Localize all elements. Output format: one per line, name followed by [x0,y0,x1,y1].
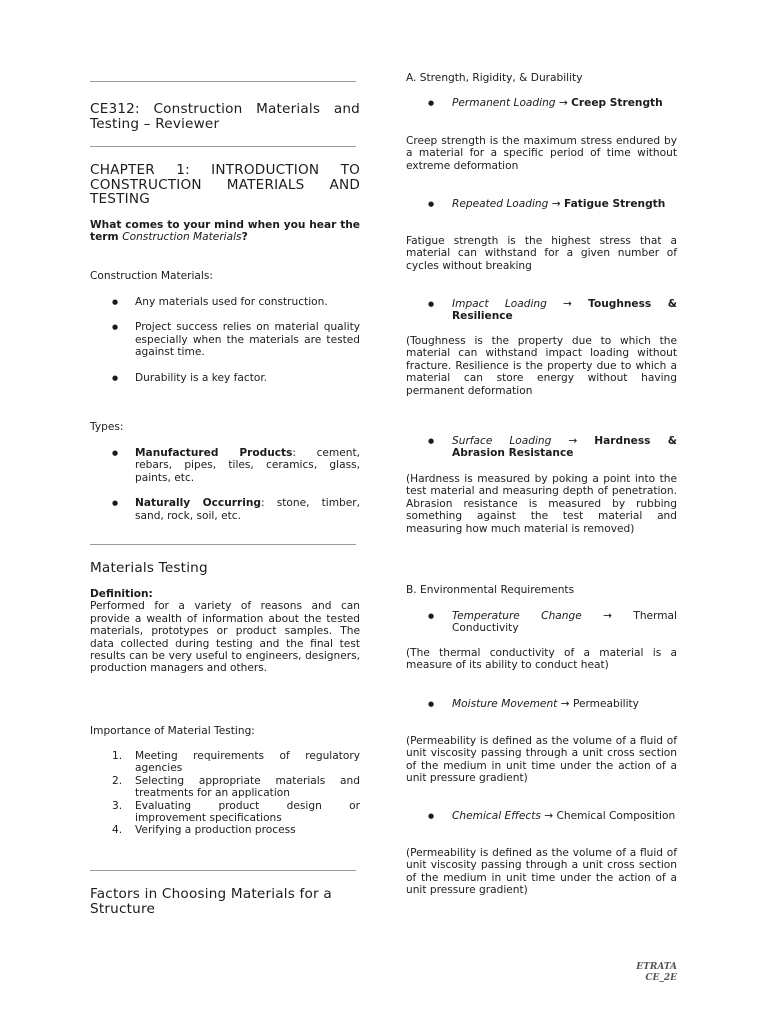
divider [90,146,356,147]
list-item: 4. Verifying a production process [112,824,296,837]
type-label: Manufactured Products [135,447,293,459]
description: Fatigue strength is the highest stress that a material can withstand for a given number of cycles without breaking [406,235,677,272]
loading-type: Permanent Loading [452,97,556,109]
arrow: → [557,698,573,710]
description: (Toughness is the property due to which the material can withstand impact loading without fracture. Resilience is the property due to which a material can store energy without having permanent deformation [406,335,677,397]
divider [90,81,356,82]
item-number: 2. [112,774,123,787]
importance-heading: Importance of Material Testing: [90,725,255,737]
chapter-heading: CHAPTER 1: INTRODUCTION TO CONSTRUCTION MATERIALS AND TESTING [90,162,360,208]
list-item [406,97,677,109]
list-item [406,198,677,210]
list-item [90,447,360,484]
type-text: : cement, rebars, pipes, tiles, ceramics, glass, paints, etc. [135,447,360,484]
description: (Permeability is defined as the volume of a fluid of unit viscosity passing through a unit cross section of the medium in unit time under the action of a unit pressure gradient) [406,847,677,897]
definition-label: Definition: [90,588,153,600]
loading-type: Impact Loading [452,298,547,310]
intro-question [90,219,360,244]
description: (Hardness is measured by poking a point into the test material and measuring depth of penetration. Abrasion resistance is measured by rubbing something against the test material and measuring how much material is removed) [406,473,677,535]
section-a-item [406,435,677,460]
materials-testing-heading: Materials Testing [90,560,208,576]
list-item [406,698,677,710]
importance-list [90,750,360,837]
list-item: ● Durability is a key factor. [90,372,360,384]
item-number: 1. [112,750,123,762]
item-number: 4. [112,824,123,837]
definition-block [90,588,360,675]
cause: Temperature Change [452,610,582,622]
list-item [406,810,677,822]
definition-text: Performed for a variety of reasons and can provide a wealth of information about the tested materials, prototypes or product samples. The data collected during testing and the final test results can be very useful to engineers, designers, production managers and others. [90,600,360,675]
arrow: → [546,298,589,310]
question-suffix: ? [241,231,248,244]
document-title: CE312: Construction Materials and Testing – Reviewer [90,101,360,133]
loading-type: Repeated Loading [452,198,549,210]
factors-heading: Factors in Choosing Materials for a Structure [90,886,332,918]
list-item: ● Project success relies on material quality especially when the materials are tested against time. [90,321,360,358]
divider [90,544,356,545]
arrow: → [581,610,634,622]
list-item: 3. Evaluating product design or improvement specifications [112,799,360,825]
construction-materials-list [90,296,360,384]
property: Thermal Conductivity [452,610,677,635]
types-heading: Types: [90,421,124,433]
question-term: Construction Materials [122,231,242,244]
question-prefix: What comes to your mind when you hear the term [90,219,360,244]
arrow: → [540,810,557,822]
arrow: → [551,435,595,447]
section-a-item [406,198,677,210]
list-item [406,298,677,323]
types-list [90,447,360,522]
loading-type: Surface Loading [452,435,552,447]
footer [636,962,677,984]
type-label: Naturally Occurring [135,497,261,510]
list-item [406,610,677,635]
property: Toughness & Resilience [452,298,677,323]
type-text: : stone, timber, sand, rock, soil, etc. [135,497,360,522]
property: Permeability [572,698,639,710]
arrow: → [555,97,572,109]
section-b-heading: B. Environmental Requirements [406,584,575,596]
cause: Chemical Effects [452,810,541,822]
list-item: 2. Selecting appropriate materials and treatments for an application [112,774,360,800]
list-item [90,497,360,522]
section-b-item [406,698,677,710]
list-item: 1. Meeting requirements of regulatory agencies [112,750,360,775]
section-a-heading: A. Strength, Rigidity, & Durability [406,72,583,84]
arrow: → [548,198,564,210]
section-b-item [406,610,677,635]
cause: Moisture Movement [452,698,558,710]
section-a-item [406,97,677,109]
divider [90,870,356,871]
property: Hardness & Abrasion Resistance [452,435,677,460]
item-number: 3. [112,799,123,812]
description: Creep strength is the maximum stress endured by a material for a specific period of time without extreme deformation [406,135,677,172]
description: (The thermal conductivity of a material is a measure of its ability to conduct heat) [406,647,677,672]
section-a-item [406,298,677,323]
construction-materials-heading: Construction Materials: [90,270,213,282]
list-item: ● Any materials used for construction. [90,296,360,308]
list-item [406,435,677,460]
property: Creep Strength [571,97,663,109]
description: (Permeability is defined as the volume of a fluid of unit viscosity passing through a unit cross section of the medium in unit time under the action of a unit pressure gradient) [406,735,677,785]
footer-author: ETRATA [636,962,677,972]
property: Fatigue Strength [563,198,666,210]
property: Chemical Composition [556,810,676,822]
footer-section: CE_2E [645,973,677,983]
section-b-item [406,810,677,822]
